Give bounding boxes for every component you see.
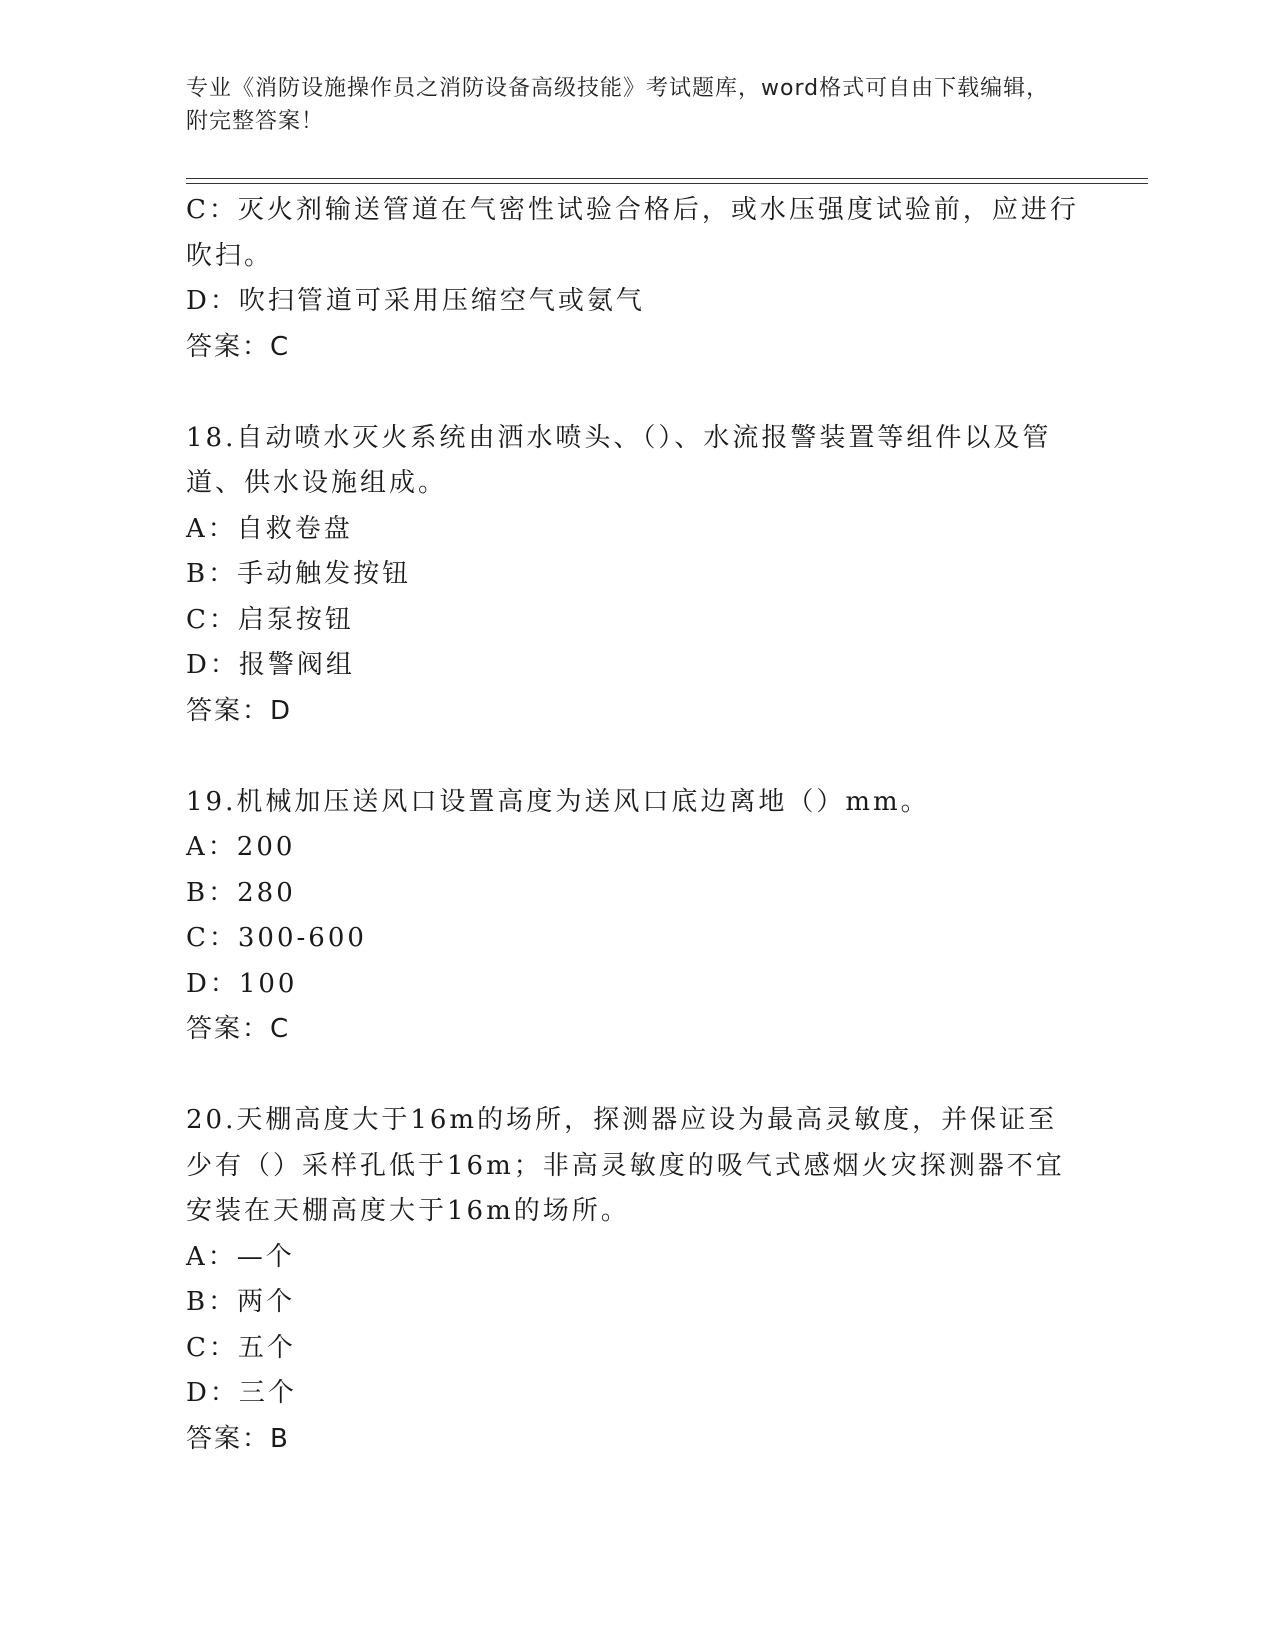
- question-content: [186, 188, 1086, 1462]
- spacer: [186, 734, 1086, 780]
- answer-line: 答案：D: [186, 695, 293, 726]
- option-d: D：吹扫管道可采用压缩空气或氨气: [186, 286, 645, 316]
- question-stem: 18.自动喷水灭火系统由洒水喷头、（）、水流报警装置等组件以及管道、供水设施组成。: [186, 422, 1052, 498]
- spacer: [186, 1053, 1086, 1099]
- answer-line: 答案：B: [186, 1423, 290, 1454]
- option-b: B：手动触发按钮: [186, 559, 412, 589]
- page-header: 专业《消防设施操作员之消防设备高级技能》考试题库，word格式可自由下载编辑，附完整答案！: [186, 76, 1050, 134]
- spacer: [186, 370, 1086, 416]
- answer-line: 答案：C: [186, 1014, 291, 1044]
- option-b: B：280: [186, 877, 296, 908]
- option-c: C：300-600: [186, 923, 367, 953]
- option-d: D：报警阀组: [186, 650, 355, 680]
- question-stem: 19.机械加压送风口设置高度为送风口底边离地（）mm。: [186, 786, 930, 817]
- option-c: C：启泵按钮: [186, 604, 354, 635]
- header-divider-top: [186, 178, 1148, 179]
- option-d: D：100: [186, 968, 298, 999]
- option-a: A：200: [186, 832, 296, 862]
- option-a: A：自救卷盘: [186, 513, 353, 544]
- option-b: B：两个: [186, 1287, 296, 1317]
- option-a: A：—个: [186, 1241, 295, 1272]
- option-c: C：灭火剂输送管道在气密性试验合格后，或水压强度试验前，应进行吹扫。: [186, 195, 1079, 271]
- question-stem: 20.天棚高度大于16m的场所，探测器应设为最高灵敏度，并保证至少有（）采样孔低于16m；非高灵敏度的吸气式感烟火灾探测器不宜安装在天棚高度大于16m的场所。: [186, 1105, 1065, 1226]
- question-18: [186, 416, 1086, 735]
- question-20: [186, 1098, 1086, 1462]
- answer-line: 答案：C: [186, 331, 291, 362]
- option-c: C：五个: [186, 1332, 296, 1363]
- header-divider-bottom: [186, 183, 1148, 184]
- question-17-continuation: [186, 188, 1086, 370]
- question-19: [186, 780, 1086, 1053]
- option-d: D：三个: [186, 1378, 297, 1408]
